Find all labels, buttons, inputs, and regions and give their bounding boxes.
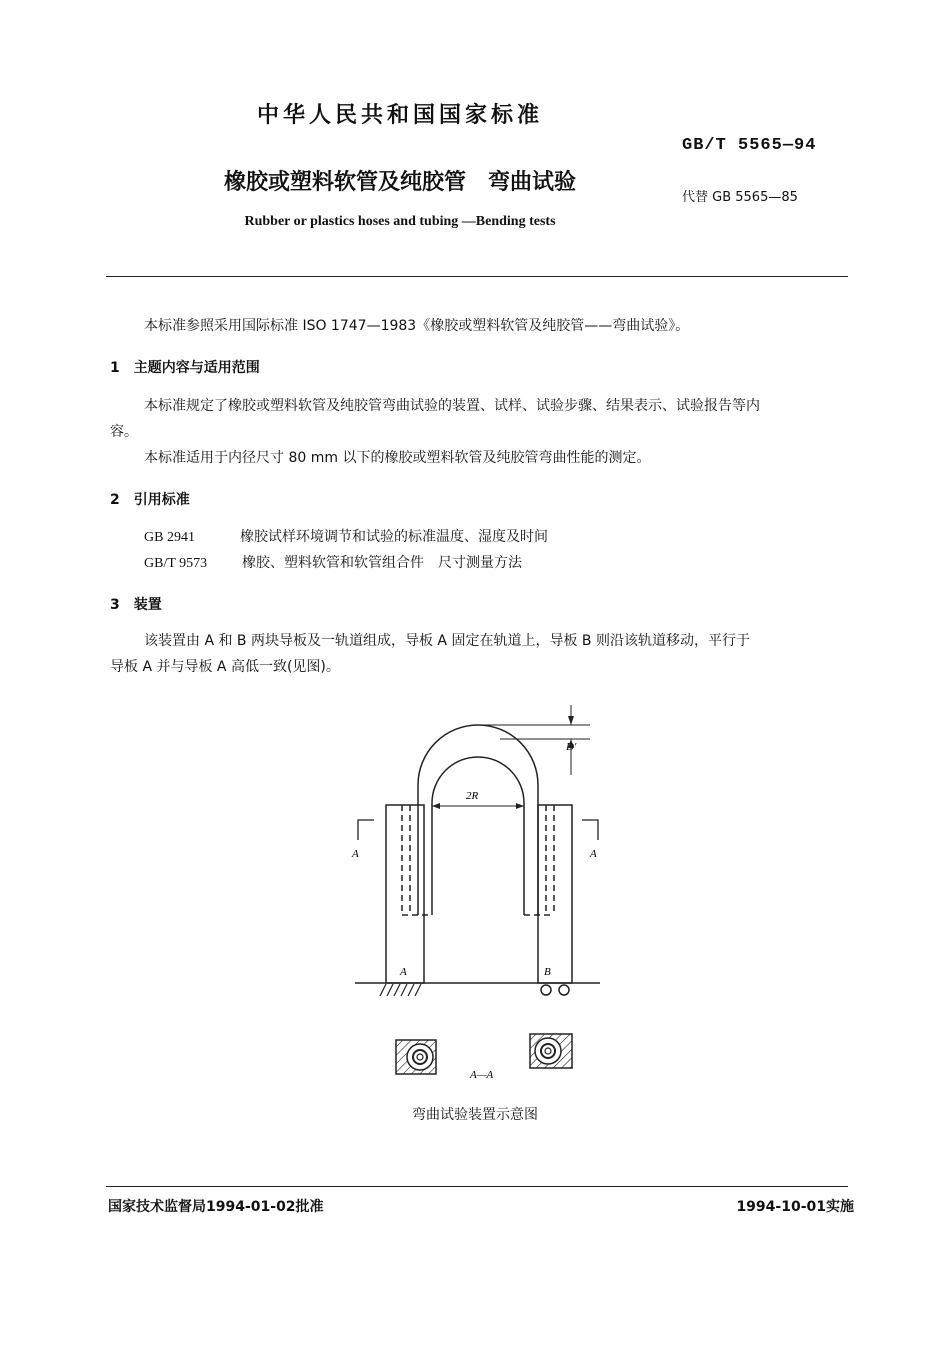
replaces-note: 代替 GB 5565—85: [682, 190, 798, 205]
reference-code: GB/T 9573: [144, 556, 208, 571]
footer-divider: [106, 1186, 848, 1187]
document-title-en: Rubber or plastics hoses and tubing —Bending tests: [244, 214, 556, 229]
reference-code: GB 2941: [144, 530, 195, 545]
reference-title: 橡胶、塑料软管和软管组合件 尺寸测量方法: [242, 555, 522, 571]
approval-date: 国家技术监督局1994-01-02批准: [108, 1199, 324, 1215]
header-divider: [106, 276, 848, 277]
label-d-prime: D′: [566, 741, 577, 753]
section-1-para-1-line-2: 容。: [110, 424, 138, 440]
standard-number: GB/T 5565—94: [682, 136, 817, 155]
reference-title: 橡胶试样环境调节和试验的标准温度、湿度及时间: [240, 529, 548, 545]
label-section-aa: A—A: [470, 1069, 494, 1081]
guide-plate-b: [538, 805, 572, 983]
hose-end-a-hidden: [402, 805, 432, 915]
implementation-date: 1994-10-01实施: [736, 1199, 854, 1215]
hose-inner-curve: [432, 757, 524, 915]
section-3-para-line-2: 导板 A 并与导板 A 高低一致(见图)。: [110, 659, 340, 675]
fixed-support-hatch: [380, 984, 421, 996]
label-section-left: A: [352, 848, 359, 860]
intro-paragraph: 本标准参照采用国际标准 ISO 1747—1983《橡胶或塑料软管及纯胶管——弯曲试验》。: [144, 318, 690, 334]
section-3-heading: 3 装置: [110, 597, 162, 613]
label-plate-a: A: [400, 966, 407, 978]
section-2-heading: 2 引用标准: [110, 492, 190, 508]
label-2r: 2R: [466, 790, 479, 802]
section-1-heading: 1 主题内容与适用范围: [110, 360, 260, 376]
reference-row: [144, 552, 522, 572]
section-marker-right: [582, 820, 598, 840]
rail-wheel-right: [559, 985, 569, 995]
hose-outer-curve: [418, 725, 538, 915]
national-standard-heading: 中华人民共和国国家标准: [256, 103, 543, 128]
section-1-para-1-line-1: 本标准规定了橡胶或塑料软管及纯胶管弯曲试验的装置、试样、试验步骤、结果表示、试验报告等内: [144, 398, 760, 414]
bending-test-apparatus-figure: [0, 690, 950, 1100]
section-3-para-line-1: 该装置由 A 和 B 两块导板及一轨道组成，导板 A 固定在轨道上，导板 B 则沿该轨道移动，平行于: [144, 633, 750, 649]
hose-end-b-hidden: [524, 805, 554, 915]
document-title-cn: 橡胶或塑料软管及纯胶管 弯曲试验: [223, 170, 576, 195]
figure-caption: 弯曲试验装置示意图: [412, 1107, 538, 1123]
cross-section-right: [530, 1034, 572, 1068]
section-1-para-2: 本标准适用于内径尺寸 80 mm 以下的橡胶或塑料软管及纯胶管弯曲性能的测定。: [144, 450, 651, 466]
reference-row: [144, 526, 548, 546]
section-marker-left: [358, 820, 374, 840]
label-plate-b: B: [544, 966, 551, 978]
rail-wheel-left: [541, 985, 551, 995]
cross-section-left: [396, 1040, 436, 1074]
label-section-right: A: [590, 848, 597, 860]
